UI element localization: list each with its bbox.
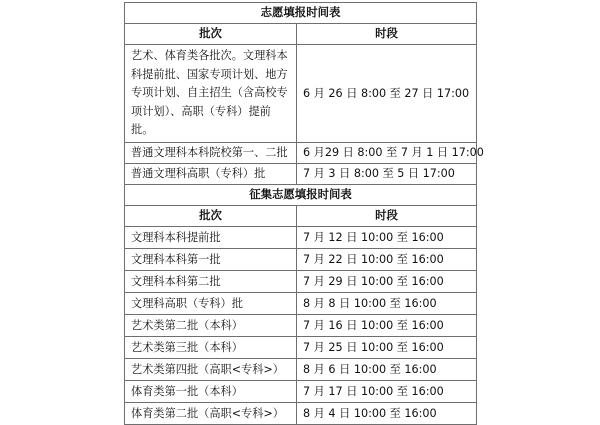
table-row xyxy=(125,248,477,270)
schedule-document xyxy=(124,2,484,420)
time-cell: 7 月 12 日 10:00 至 16:00 xyxy=(297,226,477,248)
table-row xyxy=(125,45,477,143)
table1-title: 志愿填报时间表 xyxy=(125,3,477,24)
table1-title-row xyxy=(125,3,477,24)
time-cell: 6 月 26 日 8:00 至 27 日 17:00 xyxy=(297,45,477,143)
table2-header-batch: 批次 xyxy=(125,205,297,226)
table2-title-row xyxy=(125,184,477,205)
time-cell: 7 月 16 日 10:00 至 16:00 xyxy=(297,314,477,336)
table-row xyxy=(125,142,477,163)
time-cell: 8 月 8 日 10:00 至 16:00 xyxy=(297,292,477,314)
time-cell: 7 月 17 日 10:00 至 16:00 xyxy=(297,380,477,402)
table-row xyxy=(125,380,477,402)
batch-cell: 文理科本科提前批 xyxy=(125,226,297,248)
time-cell: 8 月 4 日 10:00 至 16:00 xyxy=(297,402,477,424)
time-cell: 7 月 3 日 8:00 至 5 日 17:00 xyxy=(297,163,477,184)
batch-cell: 艺术、体育类各批次。文理科本科提前批、国家专项计划、地方专项计划、自主招生（含高校专项计划）、高职（专科）提前批。 xyxy=(125,45,297,143)
batch-cell: 体育类第二批（高职<专科>） xyxy=(125,402,297,424)
batch-cell: 艺术类第二批（本科） xyxy=(125,314,297,336)
batch-cell: 体育类第一批（本科） xyxy=(125,380,297,402)
table2-title: 征集志愿填报时间表 xyxy=(125,184,477,205)
time-cell: 6 月29 日 8:00 至 7 月 1 日 17:00 xyxy=(297,142,477,163)
batch-cell: 文理科本科第二批 xyxy=(125,270,297,292)
table1-header-batch: 批次 xyxy=(125,24,297,45)
table-row xyxy=(125,163,477,184)
batch-cell: 艺术类第四批（高职<专科>） xyxy=(125,358,297,380)
schedule-table xyxy=(124,2,484,425)
batch-cell: 文理科高职（专科）批 xyxy=(125,292,297,314)
table2-header-time: 时段 xyxy=(297,205,477,226)
table-row xyxy=(125,314,477,336)
time-cell: 8 月 6 日 10:00 至 16:00 xyxy=(297,358,477,380)
table-row xyxy=(125,226,477,248)
time-cell: 7 月 25 日 10:00 至 16:00 xyxy=(297,336,477,358)
table-row xyxy=(125,270,477,292)
table1-header-row xyxy=(125,24,477,45)
batch-cell: 普通文理科本科院校第一、二批 xyxy=(125,142,297,163)
table2-header-row xyxy=(125,205,477,226)
time-cell: 7 月 22 日 10:00 至 16:00 xyxy=(297,248,477,270)
table-row xyxy=(125,402,477,424)
table-row xyxy=(125,336,477,358)
batch-cell: 艺术类第三批（本科） xyxy=(125,336,297,358)
table1-header-time: 时段 xyxy=(297,24,477,45)
batch-cell: 普通文理科高职（专科）批 xyxy=(125,163,297,184)
table-row xyxy=(125,358,477,380)
table-row xyxy=(125,292,477,314)
batch-cell: 文理科本科第一批 xyxy=(125,248,297,270)
time-cell: 7 月 29 日 10:00 至 16:00 xyxy=(297,270,477,292)
